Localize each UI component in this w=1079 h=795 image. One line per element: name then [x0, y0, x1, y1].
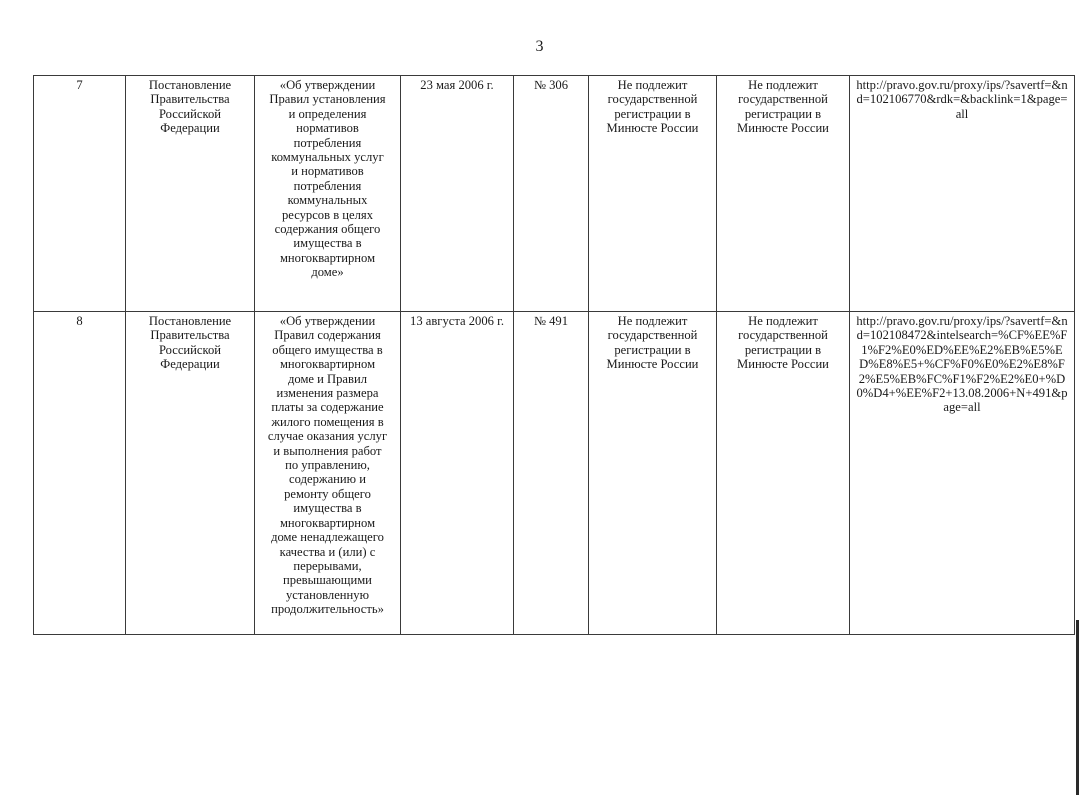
registration-status: Не подлежит государственной регистрации в Минюсте России [589, 76, 717, 312]
table-row [34, 76, 1075, 312]
table-row [34, 312, 1075, 635]
acts-table [33, 75, 1075, 635]
registration-status-2: Не подлежит государственной регистрации в Минюсте России [717, 312, 850, 635]
row-number: 7 [34, 76, 126, 312]
act-url[interactable]: http://pravo.gov.ru/proxy/ips/?savertf=&nd=102108472&intelsearch=%CF%EE%F1%F2%E0%ED%EE%E2%EB%E5%ED%E8%E5+%CF%F0%E0%E2%E8%F2%E5%EB%FC%F1%F2%E2%E0+%D0%D4+%EE%F2+13.08.2006+N+491&page=all [850, 312, 1075, 635]
registration-status: Не подлежит государственной регистрации в Минюсте России [589, 312, 717, 635]
act-number: № 491 [514, 312, 589, 635]
row-number: 8 [34, 312, 126, 635]
act-type: Постановление Правительства Российской Федерации [126, 76, 255, 312]
act-date: 13 августа 2006 г. [401, 312, 514, 635]
act-title: «Об утверждении Правил установления и определения нормативов потребления коммунальных услуг и нормативов потребления коммунальных ресурсов в целях содержания общего имущества в многоквартирном доме» [255, 76, 401, 312]
registration-status-2: Не подлежит государственной регистрации в Минюсте России [717, 76, 850, 312]
act-type: Постановление Правительства Российской Федерации [126, 312, 255, 635]
act-date: 23 мая 2006 г. [401, 76, 514, 312]
act-number: № 306 [514, 76, 589, 312]
page-number: 3 [535, 38, 544, 55]
act-title: «Об утверждении Правил содержания общего имущества в многоквартирном доме и Правил изменения размера платы за содержание жилого помещения в случае оказания услуг и выполнения работ по управлению, содержанию и ремонту общего имущества в многоквартирном доме ненадлежащего качества и (или) с перерывами, превышающими установленную продолжительность» [255, 312, 401, 635]
act-url[interactable]: http://pravo.gov.ru/proxy/ips/?savertf=&nd=102106770&rdk=&backlink=1&page=all [850, 76, 1075, 312]
